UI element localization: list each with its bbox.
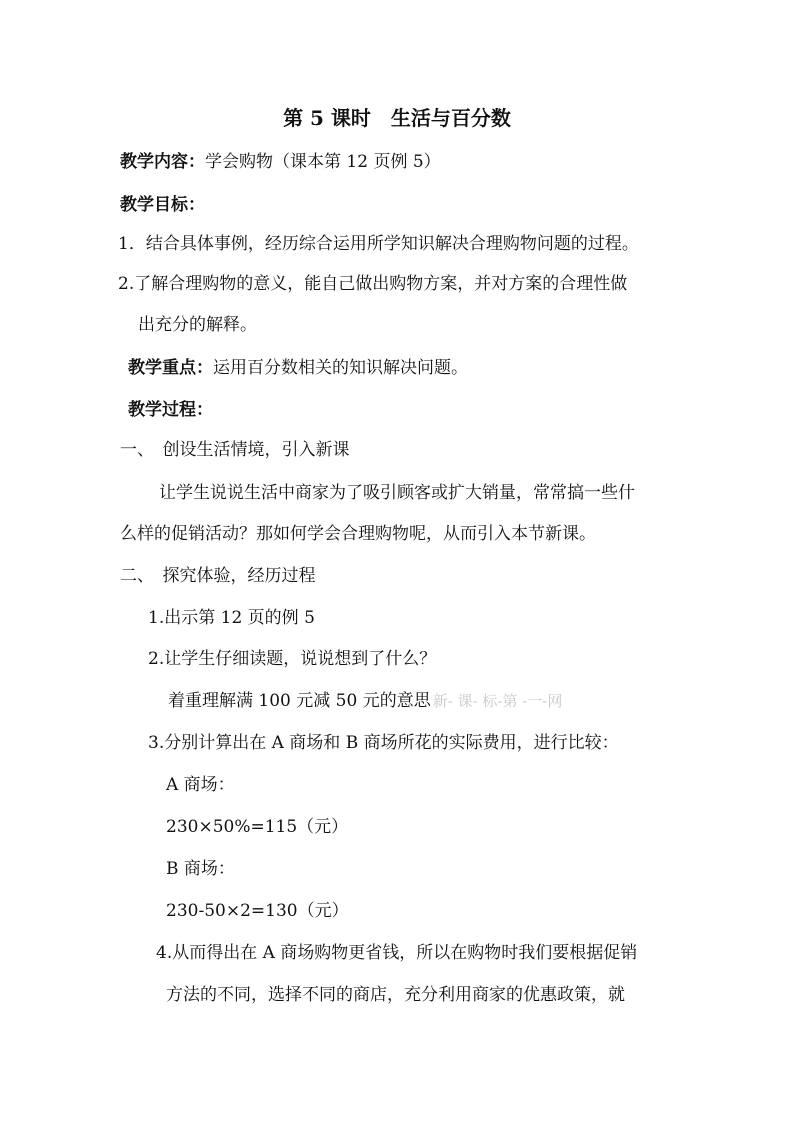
section-1-paragraph-line-2: 么样的促销活动？那如何学会合理购物呢，从而引入本节新课。 [120, 524, 596, 544]
key-point-label: 教学重点： [128, 358, 213, 378]
step-2: 2.让学生仔细读题，说说想到了什么？ [148, 649, 437, 669]
step-3: 3.分别计算出在 A 商场和 B 商场所花的实际费用，进行比较： [148, 733, 619, 753]
step-4-line-2: 方法的不同，选择不同的商店，充分利用商家的优惠政策，就 [166, 985, 625, 1005]
mall-a-calculation: 230×50%=115（元） [166, 817, 349, 837]
section-1-heading: 一、 创设生活情境，引入新课 [120, 440, 350, 460]
mall-b-calculation: 230-50×2=130（元） [166, 901, 349, 921]
section-2-heading: 二、 探究体验，经历过程 [120, 566, 316, 586]
section-1-paragraph-line-1: 让学生说说生活中商家为了吸引顾客或扩大销量，常常搞一些什 [159, 483, 635, 503]
step-1: 1.出示第 12 页的例 5 [148, 608, 315, 628]
mall-a-label: A 商场： [166, 775, 235, 795]
teaching-process-label: 教学过程： [128, 400, 213, 420]
goal-item-1: 1．结合具体事例，经历综合运用所学知识解决合理购物问题的过程。 [118, 234, 639, 254]
watermark-text: 新- 课- 标-第 -一-网 [432, 692, 563, 710]
step-2-note-text: 着重理解满 100 元减 50 元的意思 [168, 691, 431, 711]
goal-item-2-line-2: 出充分的解释。 [138, 315, 257, 335]
lesson-title: 第 5 课时 生活与百分数 [283, 106, 511, 130]
teaching-content-label: 教学内容： [120, 152, 205, 172]
step-2-note [168, 689, 562, 713]
step-4-line-1: 4.从而得出在 A 商场购物更省钱，所以在购物时我们要根据促销 [156, 943, 638, 963]
goal-item-2-line-1: 2.了解合理购物的意义，能自己做出购物方案，并对方案的合理性做 [118, 274, 628, 294]
mall-b-label: B 商场： [166, 859, 235, 879]
key-point [128, 356, 468, 380]
teaching-goals-label: 教学目标： [120, 195, 205, 215]
teaching-content-text: 学会购物（课本第 12 页例 5） [205, 152, 441, 172]
teaching-content [120, 150, 441, 174]
key-point-text: 运用百分数相关的知识解决问题。 [213, 358, 468, 378]
